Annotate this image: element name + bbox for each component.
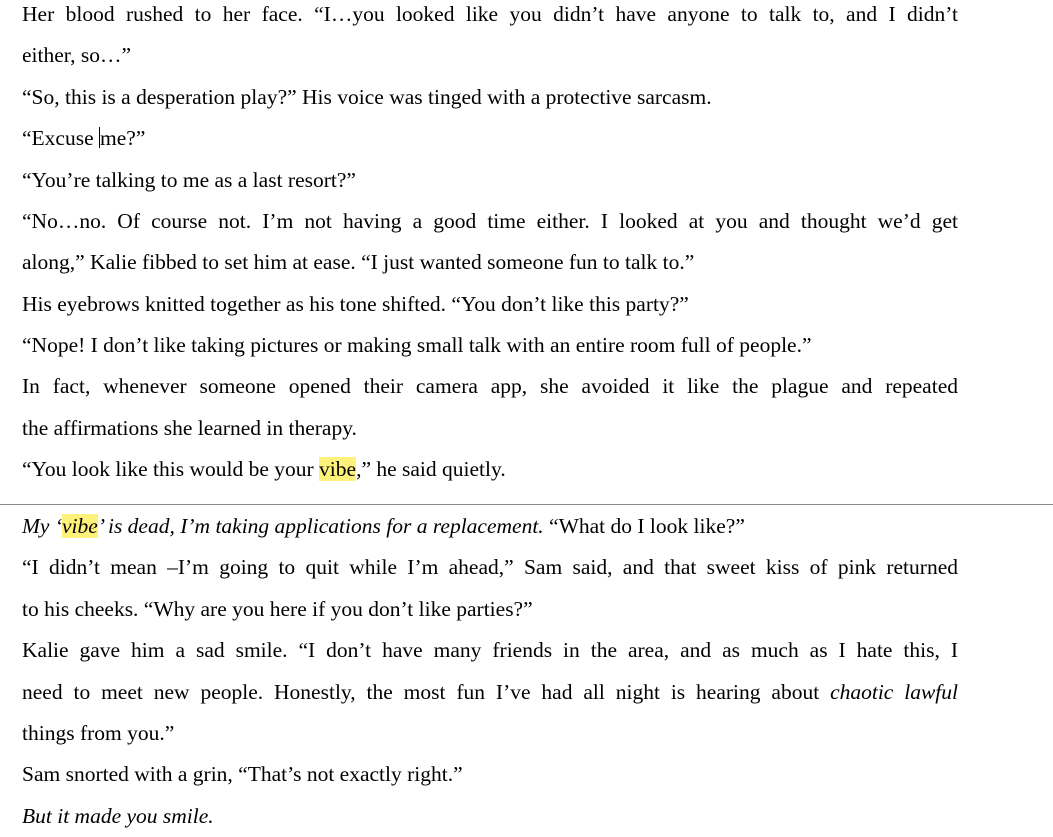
paragraph-3-text-before: “Excuse [22, 126, 100, 150]
paragraph-1-line-1: Her blood rushed to her face. “I…you looked like you didn’t have anyone to talk to, and I didn’t [22, 2, 958, 26]
paragraph-9-text-before: “You look like this would be your [22, 457, 320, 481]
paragraph-10 [22, 506, 958, 547]
paragraph-6: His eyebrows knitted together as his tone shifted. “You don’t like this party?” [22, 292, 689, 316]
paragraph-8-line-1: In fact, whenever someone opened their camera app, she avoided it like the plague and repeated [22, 374, 958, 398]
paragraph-12-line-2-normal: need to meet new people. Honestly, the most fun I’ve had all night is hearing about [22, 680, 831, 704]
paragraph-10-italic-after: ’ is dead, I’m taking applications for a replacement. [97, 514, 544, 538]
paragraph-3-text-after: me?” [100, 126, 146, 150]
highlighted-word: vibe [62, 514, 98, 538]
paragraph-3 [22, 118, 958, 159]
paragraph-10-normal: “What do I look like?” [543, 514, 745, 538]
paragraph-11-line-1: “I didn’t mean –I’m going to quit while I’m ahead,” Sam said, and that sweet kiss of pink returned [22, 555, 958, 579]
paragraph-9 [22, 449, 958, 490]
paragraph-2: “So, this is a desperation play?” His voice was tinged with a protective sarcasm. [22, 85, 712, 109]
page-break-divider [0, 504, 1053, 505]
paragraph-12-line-1: Kalie gave him a sad smile. “I don’t have many friends in the area, and as much as I hate this, I [22, 638, 958, 662]
paragraph-8-line-2: the affirmations she learned in therapy. [22, 416, 357, 440]
paragraph-13: Sam snorted with a grin, “That’s not exactly right.” [22, 762, 463, 786]
paragraph-12-line-2 [22, 672, 958, 713]
paragraph-12-line-2-italic: chaotic lawful [830, 680, 958, 704]
paragraph-4: “You’re talking to me as a last resort?” [22, 168, 356, 192]
paragraph-11-line-2: to his cheeks. “Why are you here if you don’t like parties?” [22, 597, 533, 621]
paragraph-12-line-3: things from you.” [22, 721, 175, 745]
paragraph-5-line-2: along,” Kalie fibbed to set him at ease. “I just wanted someone fun to talk to.” [22, 250, 695, 274]
paragraph-10-italic-before: My ‘ [22, 514, 62, 538]
paragraph-7: “Nope! I don’t like taking pictures or making small talk with an entire room full of people.” [22, 333, 812, 357]
highlighted-word: vibe [319, 457, 357, 481]
paragraph-1-line-2: either, so…” [22, 43, 131, 67]
paragraph-9-text-after: ,” he said quietly. [356, 457, 506, 481]
paragraph-14: But it made you smile. [22, 804, 214, 828]
paragraph-5-line-1: “No…no. Of course not. I’m not having a good time either. I looked at you and thought we’d get [22, 209, 958, 233]
